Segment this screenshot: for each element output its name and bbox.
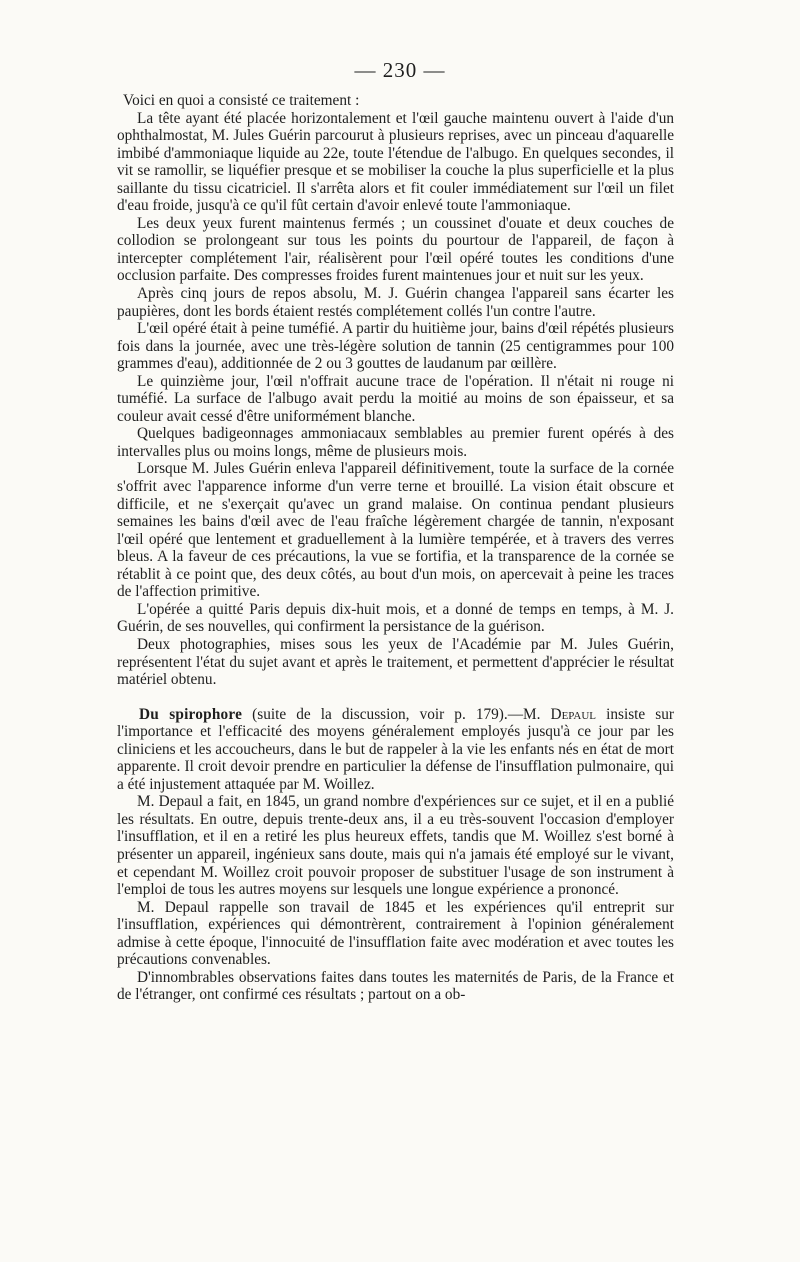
section-intro-text: (suite de la discussion, voir p. 179).—M. bbox=[242, 705, 551, 723]
paragraph: L'opérée a quitté Paris depuis dix-huit mois, et a donné de temps en temps, à M. J. Guérin, de ses nouvelles, qui confirment la persistance de la guérison. bbox=[117, 600, 674, 636]
paragraph: M. Depaul a fait, en 1845, un grand nombre d'expériences sur ce sujet, et il en a publié les résultats. En outre, depuis trente-deux ans, il a eu très-souvent l'occasion d'employer l'insufflation, et il en a retiré les plus heureux effets, tandis que M. Woillez s'est borné à présenter un appareil, ingénieux sans doute, mais qui n'a jamais été employé sur le vivant, et cependant M. Woillez croit pouvoir proposer de substituer l'usage de son instrument à l'emploi de tous les autres moyens sur lesquels une longue expérience a prononcé. bbox=[117, 793, 674, 899]
paragraph: D'innombrables observations faites dans toutes les maternités de Paris, de la France et de l'étranger, ont confirmé ces résultats ; partout on a ob- bbox=[117, 968, 674, 1004]
page-number: — 230 — bbox=[354, 58, 446, 82]
paragraph: Voici en quoi a consisté ce traitement : bbox=[123, 92, 360, 109]
body-text bbox=[117, 92, 674, 1004]
paragraph: Deux photographies, mises sous les yeux de l'Académie par M. Jules Guérin, représentent l'état du sujet avant et après le traitement, et permettent d'apprécier le résultat matériel obtenu. bbox=[117, 635, 674, 689]
paragraph: La tête ayant été placée horizontalement et l'œil gauche maintenu ouvert à l'aide d'un ophthalmostat, M. Jules Guérin parcourut à plusieurs reprises, avec un pinceau d'aquarelle imbibé d'ammoniaque liquide au 22e, toute l'étendue de l'albugo. En quelques secondes, il vit se ramollir, se liquéfier presque et se mobiliser la couche la plus superficielle et la plus saillante du tissu cicatriciel. Il s'arrêta alors et fit couler immédiatement sur l'œil un filet d'eau froide, jusqu'à ce qu'il fût certain d'avoir enlevé toute l'ammoniaque. bbox=[117, 109, 674, 215]
paragraph: M. Depaul rappelle son travail de 1845 et les expériences qu'il entreprit sur l'insufflation, expériences qui démontrèrent, contrairement à l'opinion généralement admise à cette époque, l'innocuité de l'insufflation faite avec modération et avec toutes les précautions convenables. bbox=[117, 898, 674, 969]
paragraph: L'œil opéré était à peine tuméfié. A partir du huitième jour, bains d'œil répétés plusieurs fois dans la journée, avec une très-légère solution de tannin (25 centigrammes pour 100 grammes d'eau), additionnée de 2 ou 3 gouttes de laudanum par œillère. bbox=[117, 320, 674, 373]
paragraph: Quelques badigeonnages ammoniacaux semblables au premier furent opérés à des intervalles plus ou moins longs, même de plusieurs mois. bbox=[117, 425, 674, 460]
section-heading: Du spirophore bbox=[139, 705, 243, 723]
speaker-name: Depaul bbox=[550, 705, 597, 723]
paragraph: Le quinzième jour, l'œil n'offrait aucune trace de l'opération. Il n'était ni rouge ni tuméfié. La surface de l'albugo avait perdu la moitié au moins de son épaisseur, et sa couleur avait cessé d'être uniformément blanche. bbox=[117, 372, 674, 425]
section-intro-paragraph bbox=[117, 706, 674, 794]
section-intro-tail: insiste sur l'importance et l'efficacité des moyens généralement employés jusqu'à ce jour par les cliniciens et les accoucheurs, dans le but de rappeler à la vie les enfants nés en état de mort apparente. Il croit devoir prendre en particulier la défense de l'insufflation pulmonaire, qui a été injustement attaquée par M. Woillez. bbox=[117, 705, 674, 793]
paragraph: Après cinq jours de repos absolu, M. J. Guérin changea l'appareil sans écarter les paupières, dont les bords étaient restés complétement collés l'un contre l'autre. bbox=[117, 285, 674, 320]
paragraph: Les deux yeux furent maintenus fermés ; un coussinet d'ouate et deux couches de collodion se prolongeant sur tous les points du pourtour de l'appareil, de façon à intercepter complétement l'air, réalisèrent pour l'œil opéré toutes les conditions d'une occlusion parfaite. Des compresses froides furent maintenues jour et nuit sur les yeux. bbox=[117, 214, 674, 285]
paragraph: Lorsque M. Jules Guérin enleva l'appareil définitivement, toute la surface de la cornée s'offrit avec l'apparence informe d'un verre terne et brouillé. La vision était obscure et difficile, et ne s'exerçait qu'avec un grand malaise. On continua pendant plusieurs semaines les bains d'œil avec de l'eau fraîche légèrement chargée de tannin, n'exposant l'œil opéré que lentement et graduellement à la lumière tempérée, et à travers des verres bleus. A la faveur de ces précautions, la vue se fortifia, et la transparence de la cornée se rétablit à ce point que, des deux côtés, au bout d'un mois, on apercevait à peine les traces de l'affection primitive. bbox=[117, 460, 674, 601]
